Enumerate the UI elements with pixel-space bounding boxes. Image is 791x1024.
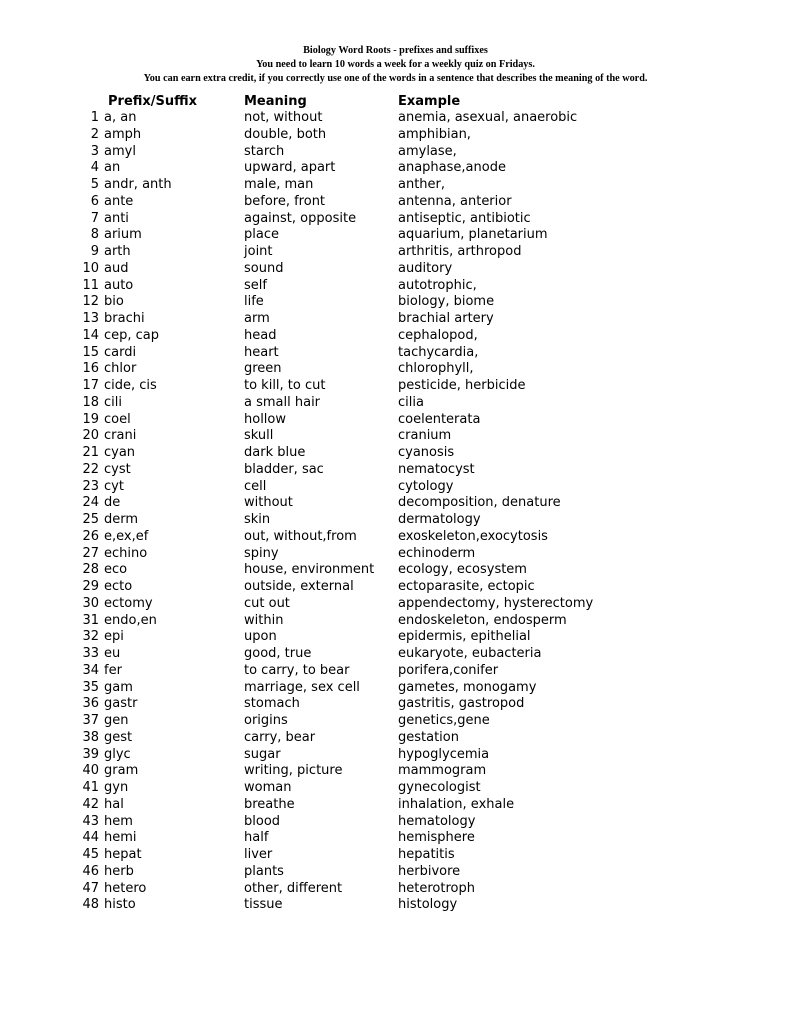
meaning-cell: writing, picture [244,763,343,779]
meaning-cell: cell [244,478,267,494]
example-cell: gynecologist [398,780,481,795]
example-cell: anemia, asexual, anaerobic [398,110,578,125]
table-row [0,663,791,680]
meaning-cell: head [244,327,277,343]
row-number: 29 [82,579,99,594]
example-cell: echinoderm [398,545,476,561]
row-number: 35 [82,679,99,695]
column-header-meaning: Meaning [244,94,307,109]
table-row [0,830,791,847]
example-cell: chlorophyll, [398,361,474,377]
table-row [0,160,791,177]
prefix-cell: ante [104,193,134,209]
meaning-cell: place [244,227,279,243]
meaning-cell: starch [244,143,285,159]
table-row [0,546,791,563]
table-row [0,110,791,127]
row-number: 44 [82,830,99,846]
prefix-cell: an [104,160,121,176]
prefix-cell: endo,en [104,612,157,628]
table-row [0,395,791,412]
table-row [0,227,791,244]
prefix-cell: cili [104,394,122,410]
table-row [0,345,791,362]
meaning-cell: arm [244,311,270,326]
row-number: 16 [82,361,99,377]
example-cell: anaphase,anode [398,160,506,176]
example-cell: hypoglycemia [398,746,490,762]
row-number: 4 [90,160,99,176]
table-row [0,814,791,831]
row-number: 27 [82,545,99,561]
table-row [0,747,791,764]
meaning-cell: self [244,277,267,293]
table-row [0,680,791,697]
example-cell: inhalation, exhale [398,796,515,812]
meaning-cell: male, man [244,177,314,192]
prefix-cell: ecto [104,579,133,594]
meaning-cell: plants [244,863,284,879]
meaning-cell: sugar [244,746,281,762]
row-number: 9 [90,244,99,259]
example-cell: nematocyst [398,461,475,477]
table-row [0,881,791,898]
table-row [0,294,791,311]
row-number: 26 [82,528,99,544]
example-cell: heterotroph [398,880,475,896]
example-cell: cytology [398,478,454,494]
table-row [0,897,791,914]
word-roots-table [0,93,791,914]
row-number: 42 [82,796,99,812]
example-cell: aquarium, planetarium [398,227,548,243]
table-row [0,730,791,747]
meaning-cell: a small hair [244,394,321,410]
example-cell: exoskeleton,exocytosis [398,528,548,544]
instruction-line-1: You need to learn 10 words a week for a weekly quiz on Fridays. [256,59,535,70]
meaning-cell: against, opposite [244,210,357,226]
table-row [0,361,791,378]
prefix-cell: gastr [104,696,138,712]
table-row [0,696,791,713]
table-row [0,211,791,228]
row-number: 6 [90,193,99,209]
meaning-cell: joint [244,244,273,259]
row-number: 8 [90,227,99,243]
meaning-cell: stomach [244,696,300,712]
meaning-cell: life [244,294,264,310]
prefix-cell: hal [104,796,124,812]
meaning-cell: double, both [244,126,327,142]
prefix-cell: gen [104,713,129,728]
table-row [0,194,791,211]
row-number: 7 [90,210,99,226]
prefix-cell: de [104,495,121,511]
prefix-cell: coel [104,411,131,427]
example-cell: brachial artery [398,311,494,326]
document-title: Biology Word Roots - prefixes and suffixes [303,45,488,56]
instruction-line-2: You can earn extra credit, if you correctly use one of the words in a sentence that describes the meaning of the word. [143,73,648,84]
example-cell: gestation [398,729,459,745]
prefix-cell: hepat [104,847,142,862]
meaning-cell: spiny [244,545,279,561]
prefix-cell: glyc [104,746,131,762]
prefix-cell: echino [104,545,148,561]
row-number: 46 [82,863,99,879]
prefix-cell: gest [104,729,133,745]
prefix-cell: herb [104,863,134,879]
prefix-cell: gram [104,763,139,779]
row-number: 2 [90,126,99,142]
meaning-cell: tissue [244,897,283,913]
row-number: 45 [82,847,99,862]
table-row [0,713,791,730]
prefix-cell: aud [104,260,129,276]
meaning-cell: not, without [244,110,323,125]
table-row [0,311,791,328]
table-row [0,596,791,613]
meaning-cell: sound [244,260,284,276]
meaning-cell: half [244,830,269,846]
prefix-cell: cyst [104,461,131,477]
example-cell: amylase, [398,143,457,159]
prefix-cell: a, an [104,110,137,125]
table-row [0,495,791,512]
table-row [0,780,791,797]
row-number: 13 [82,311,99,326]
meaning-cell: woman [244,780,292,795]
meaning-cell: dark blue [244,445,306,460]
row-number: 1 [90,110,99,125]
meaning-cell: bladder, sac [244,461,324,477]
meaning-cell: outside, external [244,579,354,594]
meaning-cell: skull [244,428,274,444]
column-header-example: Example [398,94,461,109]
example-cell: tachycardia, [398,344,479,360]
meaning-cell: upon [244,629,277,645]
example-cell: hemisphere [398,830,475,846]
meaning-cell: upward, apart [244,160,336,176]
row-number: 34 [82,662,99,678]
example-cell: herbivore [398,863,461,879]
example-cell: cyanosis [398,445,455,460]
table-header-row [0,93,791,110]
meaning-cell: breathe [244,796,295,812]
prefix-cell: arium [104,227,142,243]
meaning-cell: hollow [244,411,287,427]
prefix-cell: histo [104,897,136,913]
example-cell: mammogram [398,763,487,779]
row-number: 40 [82,763,99,779]
example-cell: genetics,gene [398,713,490,728]
row-number: 22 [82,461,99,477]
example-cell: dermatology [398,512,481,527]
prefix-cell: cide, cis [104,378,157,393]
table-row [0,512,791,529]
table-row [0,479,791,496]
example-cell: cranium [398,428,452,444]
example-cell: coelenterata [398,411,481,427]
example-cell: cilia [398,394,424,410]
row-number: 47 [82,880,99,896]
meaning-cell: without [244,495,293,511]
example-cell: porifera,conifer [398,662,499,678]
meaning-cell: liver [244,847,273,862]
example-cell: pesticide, herbicide [398,378,526,393]
table-row [0,763,791,780]
table-row [0,244,791,261]
row-number: 38 [82,729,99,745]
table-row [0,646,791,663]
prefix-cell: cardi [104,344,137,360]
table-row [0,529,791,546]
example-cell: eukaryote, eubacteria [398,646,542,661]
table-row [0,864,791,881]
table-row [0,579,791,596]
row-number: 48 [82,897,99,913]
row-number: 32 [82,629,99,645]
prefix-cell: andr, anth [104,177,172,192]
prefix-cell: bio [104,294,124,310]
table-row [0,847,791,864]
meaning-cell: heart [244,344,279,360]
meaning-cell: house, environment [244,562,375,578]
table-row [0,177,791,194]
row-number: 43 [82,813,99,829]
meaning-cell: blood [244,813,281,829]
row-number: 41 [82,780,99,795]
example-cell: endoskeleton, endosperm [398,612,567,628]
prefix-cell: auto [104,277,134,293]
row-number: 21 [82,445,99,460]
meaning-cell: cut out [244,595,290,611]
prefix-cell: anti [104,210,129,226]
row-number: 11 [82,277,99,293]
example-cell: gastritis, gastropod [398,696,525,712]
table-row [0,613,791,630]
example-cell: ectoparasite, ectopic [398,579,535,594]
prefix-cell: gyn [104,780,129,795]
meaning-cell: out, without,from [244,528,357,544]
prefix-cell: eco [104,562,128,578]
prefix-cell: eu [104,646,121,661]
row-number: 12 [82,294,99,310]
row-number: 19 [82,411,99,427]
meaning-cell: green [244,361,282,377]
table-row [0,428,791,445]
row-number: 5 [90,177,99,192]
prefix-cell: arth [104,244,131,259]
prefix-cell: brachi [104,311,145,326]
table-row [0,144,791,161]
row-number: 25 [82,512,99,527]
row-number: 28 [82,562,99,578]
example-cell: epidermis, epithelial [398,629,531,645]
meaning-cell: to carry, to bear [244,662,350,678]
meaning-cell: within [244,612,284,628]
example-cell: biology, biome [398,294,495,310]
row-number: 20 [82,428,99,444]
prefix-cell: chlor [104,361,137,377]
row-number: 36 [82,696,99,712]
column-header-prefix: Prefix/Suffix [108,94,198,109]
table-row [0,328,791,345]
row-number: 37 [82,713,99,728]
prefix-cell: hemi [104,830,137,846]
example-cell: antenna, anterior [398,193,512,209]
example-cell: antiseptic, antibiotic [398,210,531,226]
prefix-cell: ectomy [104,595,153,611]
prefix-cell: amph [104,126,142,142]
example-cell: hepatitis [398,847,455,862]
row-number: 24 [82,495,99,511]
row-number: 30 [82,595,99,611]
table-row [0,127,791,144]
example-cell: cephalopod, [398,327,478,343]
row-number: 3 [90,143,99,159]
table-row [0,412,791,429]
prefix-cell: hetero [104,880,147,896]
prefix-cell: cyan [104,445,136,460]
meaning-cell: skin [244,512,271,527]
prefix-cell: crani [104,428,137,444]
table-row [0,797,791,814]
example-cell: gametes, monogamy [398,679,537,695]
prefix-cell: e,ex,ef [104,528,149,544]
prefix-cell: epi [104,629,124,645]
meaning-cell: to kill, to cut [244,378,326,393]
table-row [0,629,791,646]
prefix-cell: cep, cap [104,327,160,343]
meaning-cell: other, different [244,880,343,896]
example-cell: auditory [398,260,453,276]
row-number: 33 [82,646,99,661]
table-row [0,278,791,295]
example-cell: appendectomy, hysterectomy [398,595,594,611]
table-row [0,261,791,278]
example-cell: histology [398,897,458,913]
example-cell: hematology [398,813,476,829]
document-header [0,44,791,86]
example-cell: autotrophic, [398,277,477,293]
example-cell: ecology, ecosystem [398,562,527,578]
table-row [0,562,791,579]
row-number: 23 [82,478,99,494]
meaning-cell: marriage, sex cell [244,679,360,695]
meaning-cell: good, true [244,646,312,661]
prefix-cell: fer [104,662,122,678]
meaning-cell: before, front [244,193,326,209]
example-cell: decomposition, denature [398,495,561,511]
row-number: 18 [82,394,99,410]
row-number: 17 [82,378,99,393]
example-cell: arthritis, arthropod [398,244,522,259]
prefix-cell: hem [104,813,133,829]
row-number: 31 [82,612,99,628]
prefix-cell: cyt [104,478,124,494]
meaning-cell: carry, bear [244,729,316,745]
prefix-cell: derm [104,512,139,527]
prefix-cell: amyl [104,143,136,159]
row-number: 15 [82,344,99,360]
prefix-cell: gam [104,679,133,695]
example-cell: amphibian, [398,126,471,142]
example-cell: anther, [398,177,446,192]
row-number: 14 [82,327,99,343]
table-row [0,378,791,395]
meaning-cell: origins [244,713,288,728]
table-row [0,462,791,479]
table-row [0,445,791,462]
row-number: 10 [82,260,99,276]
row-number: 39 [82,746,99,762]
